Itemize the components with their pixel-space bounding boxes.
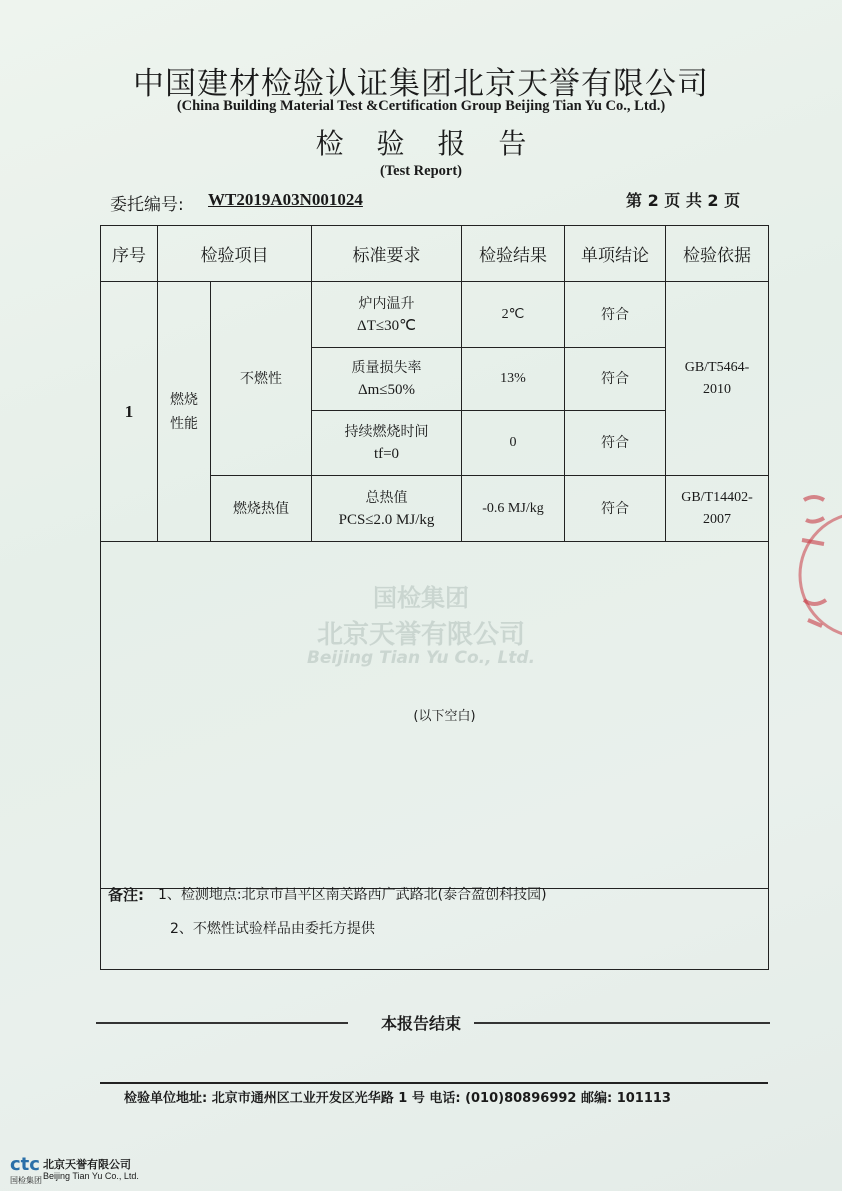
entrust-label: 委托编号: — [110, 195, 184, 215]
requirement-line2: ΔT≤30℃ — [357, 317, 416, 334]
col-header-conclusion: 单项结论 — [565, 226, 666, 282]
col-header-item: 检验项目 — [158, 226, 312, 282]
notes-label: 备注: — [108, 886, 144, 904]
end-rule-right — [474, 1022, 770, 1024]
col-header-index: 序号 — [101, 226, 158, 282]
requirement-line1: 炉内温升 — [358, 295, 415, 312]
table-row — [101, 282, 769, 348]
row-group: 燃烧 性能 — [158, 282, 211, 542]
company-name-en: (China Building Material Test &Certification Group Beijing Tian Yu Co., Ltd.) — [176, 98, 666, 114]
logo-sub: 国检集团 — [10, 1176, 42, 1185]
requirement-line2: tf=0 — [373, 446, 400, 462]
company-logo — [10, 1154, 42, 1186]
entrust-number: WT2019A03N001024 — [208, 190, 363, 209]
row-index: 1 — [101, 282, 158, 542]
result-cell: 2℃ — [462, 282, 565, 348]
end-of-report: 本报告结束 — [380, 1014, 461, 1033]
watermark-line2: 北京天誉有限公司 — [316, 620, 525, 650]
conclusion-cell: 符合 — [565, 282, 666, 348]
logo-mark: ctc — [10, 1154, 40, 1175]
notes-line2: 2、不燃性试验样品由委托方提供 — [170, 921, 375, 937]
col-header-requirement: 标准要求 — [312, 226, 462, 282]
report-title-cn: 检 验 报 告 — [315, 127, 539, 160]
conclusion-cell: 符合 — [565, 348, 666, 411]
requirement-line1: 持续燃烧时间 — [344, 424, 429, 440]
page-info: 第 2 页 共 2 页 — [626, 191, 741, 210]
col-header-result: 检验结果 — [462, 226, 565, 282]
col-header-basis: 检验依据 — [666, 226, 769, 282]
requirement-cell — [312, 411, 462, 476]
watermark-line3: Beijing Tian Yu Co., Ltd. — [306, 648, 536, 668]
requirement-cell — [312, 348, 462, 411]
conclusion-cell: 符合 — [565, 411, 666, 476]
blank-cell — [101, 542, 769, 889]
requirement-line2: PCS≤2.0 MJ/kg — [338, 511, 435, 528]
requirement-line2: Δm≤50% — [357, 382, 416, 398]
results-table — [100, 225, 769, 970]
company-name-cn: 中国建材检验认证集团北京天誉有限公司 — [133, 66, 709, 102]
basis-cell: GB/T5464-2010 — [666, 282, 769, 476]
blank-note: (以下空白) — [413, 708, 476, 724]
logo-name-en: Beijing Tian Yu Co., Ltd. — [43, 1171, 139, 1181]
row-item: 不燃性 — [211, 282, 312, 476]
footer-rule — [100, 1082, 768, 1084]
notes-line1: 1、检测地点:北京市昌平区南关路西广武路北(泰合盈创科技园) — [158, 887, 547, 903]
requirement-cell — [312, 282, 462, 348]
blank-row — [101, 542, 769, 889]
result-cell: 0 — [462, 411, 565, 476]
report-title-en: (Test Report) — [379, 163, 462, 179]
result-cell: 13% — [462, 348, 565, 411]
requirement-cell — [312, 476, 462, 542]
table-header-row — [101, 226, 769, 282]
requirement-line1: 质量损失率 — [351, 360, 422, 376]
watermark-line1: 国检集团 — [373, 584, 469, 612]
result-cell: -0.6 MJ/kg — [462, 476, 565, 542]
seal-stamp-icon — [792, 480, 842, 670]
lab-address: 检验单位地址: 北京市通州区工业开发区光华路 1 号 电话: (010)80896992 邮编: 101113 — [124, 1091, 671, 1106]
requirement-line1: 总热值 — [365, 489, 408, 506]
basis-cell: GB/T14402-2007 — [666, 476, 769, 542]
logo-name-cn: 北京天誉有限公司 — [43, 1158, 131, 1171]
row-item: 燃烧热值 — [211, 476, 312, 542]
conclusion-cell: 符合 — [565, 476, 666, 542]
